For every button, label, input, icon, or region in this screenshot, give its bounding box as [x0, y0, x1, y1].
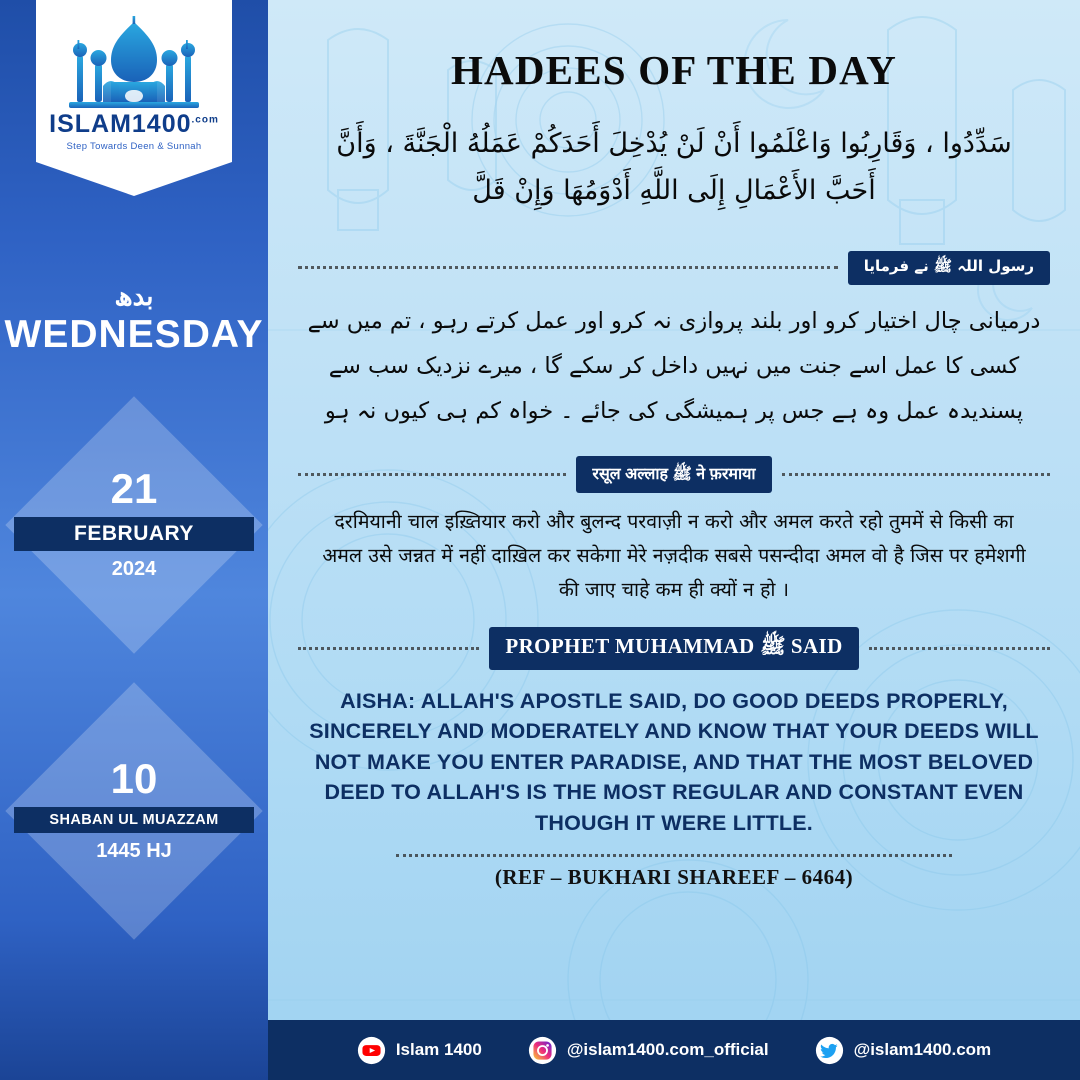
dotted-divider [298, 266, 838, 269]
content-inner [268, 0, 1080, 1034]
dotted-divider [869, 647, 1050, 650]
page-title: HADEES OF THE DAY [450, 47, 898, 93]
dotted-divider [782, 473, 1050, 476]
urdu-label-row [298, 251, 1050, 285]
social-footer [268, 1020, 1080, 1080]
urdu-hadith-text: درمیانی چال اختیار کرو اور بلند پروازی نہ کرو اور عمل کرتے رہو ، تم میں سے کسی کا عمل اسے جنت میں نہیں داخل کر سکے گا ، میرے نزدیک سب سے پسندیدہ عمل وہ ہے جس پر ہمیشگی کی جائے ۔ خواہ کم ہی کیوں نہ ہو [307, 307, 1041, 424]
hijri-year: 1445 HJ [96, 840, 172, 863]
dotted-divider [298, 647, 479, 650]
urdu-narrator-label: رسول اللہ ﷺ نے فرمایا [848, 251, 1050, 285]
hindi-hadith-text: दरमियानी चाल इख़्तियार करो और बुलन्द परवाज़ी न करो और अमल करते रहो तुममें से किसी का अमल उसे जन्नत में नहीं दाख़िल कर सकेगा मेरे नज़दीक सबसे पसन्दीदा अमल वो है जिस पर हमेशगी की जाए चाहे कम ही क्यों न हो । [322, 509, 1026, 601]
english-label-row [298, 627, 1050, 670]
instagram-icon [528, 1036, 557, 1065]
hadith-reference: (REF – BUKHARI SHAREEF – 6464) [494, 865, 854, 890]
brand-tagline: Step Towards Deen & Sunnah [66, 141, 202, 152]
footer-instagram[interactable] [528, 1036, 769, 1065]
hindi-narrator-label: रसूल अल्लाह ﷺ ने फ़रमाया [576, 456, 771, 493]
day-urdu: بدھ [114, 281, 154, 311]
gregorian-year: 2024 [111, 558, 157, 581]
hijri-date-badge [14, 691, 254, 931]
twitter-icon [815, 1036, 844, 1065]
hindi-label-row [298, 456, 1050, 493]
hijri-day: 10 [110, 755, 158, 803]
brand-domain-suffix: .com [191, 114, 219, 126]
english-narrator-label: PROPHET MUHAMMAD ﷺ SAID [489, 627, 858, 670]
youtube-icon [357, 1036, 386, 1065]
english-hadith-text: AISHA: ALLAH'S APOSTLE SAID, DO GOOD DEEDS PROPERLY, SINCERELY AND MODERATELY AND KNOW THAT YOUR DEEDS WILL NOT MAKE YOU ENTER PARADISE, AND THAT THE MOST BELOVED DEED TO ALLAH'S IS THE MOST REGULAR AND CONSTANT EVEN THOUGH IT WERE LITTLE. [309, 688, 1039, 835]
hijri-month: SHABAN UL MUAZZAM [14, 807, 254, 833]
youtube-handle: Islam 1400 [395, 1040, 482, 1059]
footer-twitter[interactable] [815, 1036, 992, 1065]
footer-youtube[interactable] [357, 1036, 482, 1065]
brand-name-text: ISLAM1400 [49, 110, 192, 138]
day-block [0, 282, 268, 357]
twitter-handle: @islam1400.com [853, 1040, 992, 1059]
dotted-divider [298, 473, 566, 476]
arabic-hadith-text: سَدِّدُوا ، وَقَارِبُوا وَاعْلَمُوا أَنْ لَنْ يُدْخِلَ أَحَدَكُمْ عَمَلُهُ الْجَنَّةَ ، وَأَنَّ أَحَبَّ الأَعْمَالِ إِلَى اللَّهِ أَدْوَمُهَا وَإِنْ قَلَّ [336, 128, 1012, 207]
gregorian-day: 21 [110, 465, 158, 513]
gregorian-month: FEBRUARY [14, 517, 254, 551]
reference-divider [396, 854, 952, 857]
instagram-handle: @islam1400.com_official [566, 1040, 769, 1059]
brand-logo-card [36, 0, 232, 162]
day-english: WEDNESDAY [4, 312, 264, 356]
mosque-icon [59, 16, 209, 108]
sidebar [0, 0, 268, 1080]
content-panel [268, 0, 1080, 1080]
brand-name [49, 110, 219, 139]
gregorian-date-badge [14, 405, 254, 645]
